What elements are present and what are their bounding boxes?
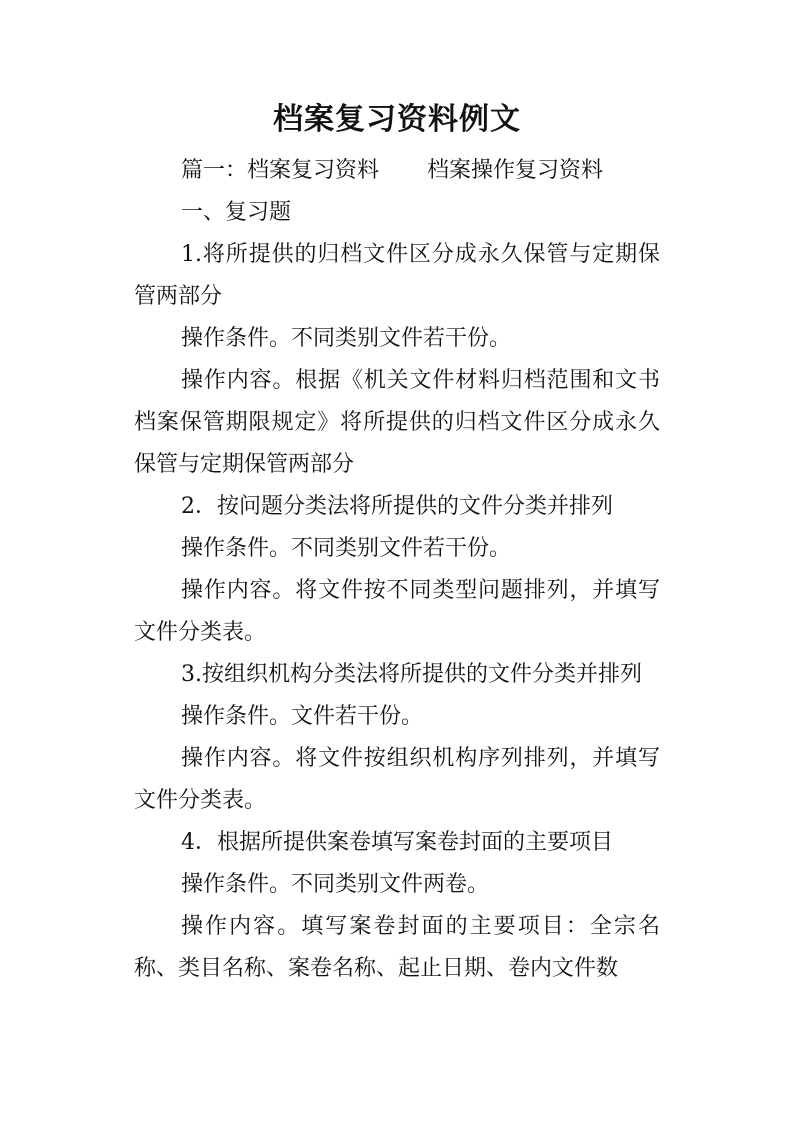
paragraph: 1.将所提供的归档文件区分成永久保管与定期保管两部分 bbox=[134, 242, 660, 309]
paragraph: 4．根据所提供案卷填写案卷封面的主要项目 bbox=[181, 830, 613, 855]
paragraph: 操作内容。将文件按不同类型问题排列，并填写文件分类表。 bbox=[134, 578, 660, 645]
paragraph: 3.按组织机构分类法将所提供的文件分类并排列 bbox=[181, 662, 642, 687]
paragraph: 操作条件。不同类别文件若干份。 bbox=[181, 536, 512, 561]
paragraph: 操作条件。文件若干份。 bbox=[181, 704, 424, 729]
document-title: 档案复习资料例文 bbox=[273, 102, 521, 137]
document-body bbox=[134, 150, 660, 990]
paragraph-text: 篇一：档案复习资料 bbox=[181, 158, 380, 183]
paragraph: 操作内容。填写案卷封面的主要项目：全宗名称、类目名称、案卷名称、起止日期、卷内文件数 bbox=[134, 914, 660, 981]
paragraph: 操作内容。将文件按组织机构序列排列，并填写文件分类表。 bbox=[134, 746, 660, 813]
paragraph: 一、复习题 bbox=[181, 200, 292, 225]
paragraph-section-heading bbox=[134, 150, 660, 192]
paragraph: 操作内容。根据《机关文件材料归档范围和文书档案保管期限规定》将所提供的归档文件区分成永久保管与定期保管两部分 bbox=[134, 368, 660, 477]
paragraph: 2．按问题分类法将所提供的文件分类并排列 bbox=[181, 494, 613, 519]
paragraph-text: 档案操作复习资料 bbox=[427, 158, 604, 183]
paragraph: 操作条件。不同类别文件两卷。 bbox=[181, 872, 490, 897]
paragraph: 操作条件。不同类别文件若干份。 bbox=[181, 326, 512, 351]
